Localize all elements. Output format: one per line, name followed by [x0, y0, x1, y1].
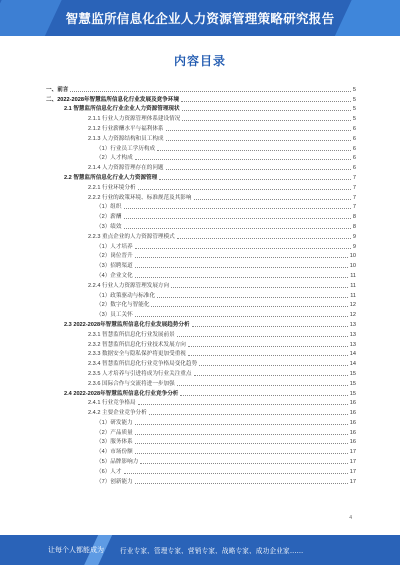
toc-entry[interactable]: [46, 133, 356, 143]
toc-entry-page: 6: [352, 125, 356, 132]
toc-entry-label: 2.4 2022-2028年智慧监所信息化行业竞争分析: [64, 390, 179, 397]
toc-entry-label: （1）组织: [96, 204, 122, 211]
toc-entry[interactable]: [46, 104, 356, 114]
toc-entry-label: （2）薪酬: [96, 214, 122, 221]
toc-entry-label: 2.3.3 数据安全与隐私保护将更加受重视: [88, 351, 186, 358]
toc-entry-page: 15: [349, 380, 356, 387]
toc-entry-label: （3）招聘渠道: [96, 263, 133, 270]
toc-entry[interactable]: [46, 476, 356, 486]
toc-entry-label: （1）行业员工学历构成: [96, 145, 156, 152]
toc-leader-dots: [182, 120, 351, 121]
toc-leader-dots: [135, 248, 351, 249]
report-title: 智慧监所信息化企业人力资源管理策略研究报告: [65, 11, 335, 26]
toc-entry-label: 2.1.3 人力资源结构和员工构成: [88, 135, 164, 142]
toc-entry[interactable]: [46, 270, 356, 280]
footer-tagline: 行业专家、管理专家、营销专家、战略专家、成功企业家……: [120, 547, 304, 555]
toc-leader-dots: [194, 199, 351, 200]
toc-entry-page: 12: [349, 302, 356, 309]
toc-entry[interactable]: [46, 84, 356, 94]
toc-leader-dots: [188, 346, 348, 347]
toc-entry-page: 6: [352, 165, 356, 172]
toc-entry-label: （5）品牌影响力: [96, 459, 139, 466]
toc-entry[interactable]: [46, 368, 356, 378]
toc-leader-dots: [180, 395, 347, 396]
toc-entry[interactable]: [46, 290, 356, 300]
toc-entry-page: 9: [352, 243, 356, 250]
toc-entry[interactable]: [46, 113, 356, 123]
toc-entry-page: 5: [352, 96, 356, 103]
toc-entry-label: 2.3.2 智慧监所信息化行业技术发展方向: [88, 341, 186, 348]
toc-entry[interactable]: [46, 446, 356, 456]
toc-leader-dots: [188, 355, 348, 356]
toc-entry[interactable]: [46, 182, 356, 192]
toc-entry-label: 2.3.5 人才培养与引进将成为行业关注重点: [88, 370, 192, 377]
toc-entry-label: （1）人才培养: [96, 243, 133, 250]
toc-entry-page: 6: [352, 155, 356, 162]
toc-leader-dots: [177, 336, 348, 337]
header-banner: [0, 0, 400, 36]
toc-entry-label: （3）绩效: [96, 223, 122, 230]
toc-entry-page: 7: [352, 204, 356, 211]
toc-leader-dots: [181, 101, 351, 102]
toc-leader-dots: [140, 463, 347, 464]
toc-entry-page: 7: [352, 174, 356, 181]
toc-entry-label: （3）服务体系: [96, 439, 133, 446]
toc-entry-label: 2.2.2 行业的政策环境、标准规范及其影响: [88, 194, 192, 201]
toc-entry[interactable]: [46, 143, 356, 153]
toc-leader-dots: [135, 434, 348, 435]
toc-entry[interactable]: [46, 456, 356, 466]
toc-entry[interactable]: [46, 349, 356, 359]
toc-entry-page: 5: [352, 106, 356, 113]
toc-entry-page: 7: [352, 184, 356, 191]
toc-entry-label: （2）人才构成: [96, 155, 133, 162]
toc-entry-page: 10: [349, 253, 356, 260]
toc-leader-dots: [135, 453, 348, 454]
toc-entry-page: 17: [349, 449, 356, 456]
toc-entry[interactable]: [46, 398, 356, 408]
toc-entry-page: 5: [352, 116, 356, 123]
toc-entry-label: （2）数字化与智能化: [96, 302, 150, 309]
toc-entry[interactable]: [46, 280, 356, 290]
toc-entry[interactable]: [46, 162, 356, 172]
toc-entry[interactable]: [46, 427, 356, 437]
toc-leader-dots: [135, 443, 348, 444]
toc-entry-page: 11: [350, 292, 356, 299]
toc-leader-dots: [138, 404, 348, 405]
toc-entry-page: 10: [349, 263, 356, 270]
toc-entry[interactable]: [46, 260, 356, 270]
toc-entry-label: （3）员工关怀: [96, 312, 133, 319]
toc-entry-page: 11: [350, 282, 356, 289]
toc-entry[interactable]: [46, 192, 356, 202]
toc-entry[interactable]: [46, 300, 356, 310]
toc-entry-page: 7: [352, 194, 356, 201]
toc-leader-dots: [182, 110, 351, 111]
toc-leader-dots: [124, 218, 351, 219]
toc-entry-label: （7）创新能力: [96, 478, 133, 485]
toc-entry-label: 2.1.2 行业薪酬水平与福利体系: [88, 125, 164, 132]
toc-entry-label: 2.2.1 行业环境分析: [88, 184, 136, 191]
toc-leader-dots: [135, 257, 348, 258]
toc-entry[interactable]: [46, 202, 356, 212]
toc-entry-page: 13: [349, 321, 356, 328]
toc-entry-label: 一、前言: [46, 86, 69, 93]
toc-entry[interactable]: [46, 153, 356, 163]
toc-entry-page: 9: [352, 233, 356, 240]
toc-heading: 内容目录: [173, 54, 226, 68]
toc-leader-dots: [151, 306, 347, 307]
toc-entry-label: （4）企业文化: [96, 272, 133, 279]
toc-entry[interactable]: [46, 123, 356, 133]
toc-entry[interactable]: [46, 378, 356, 388]
toc-entry[interactable]: [46, 211, 356, 221]
toc-entry[interactable]: [46, 339, 356, 349]
toc-entry-page: 14: [349, 351, 356, 358]
toc-entry-label: （1）研发能力: [96, 419, 133, 426]
toc-entry-label: 2.4.2 主要企业竞争分析: [88, 410, 147, 417]
toc-entry-label: （6）人才: [96, 468, 122, 475]
toc-leader-dots: [138, 189, 351, 190]
toc-leader-dots: [149, 414, 348, 415]
toc-leader-dots: [177, 385, 348, 386]
toc-entry-page: 16: [349, 410, 356, 417]
toc-entry-label: 2.3 2022-2028年智慧监所信息化行业发展趋势分析: [64, 321, 190, 328]
toc-leader-dots: [157, 297, 348, 298]
toc-entry-page: 14: [349, 361, 356, 368]
toc-entry-label: （2）岗位晋升: [96, 253, 133, 260]
toc-entry-page: 17: [349, 468, 356, 475]
toc-entry-page: 16: [349, 439, 356, 446]
toc-entry-label: 2.2.4 行业人力资源管理发展方向: [88, 282, 170, 289]
toc-entry[interactable]: [46, 388, 356, 398]
toc-entry[interactable]: [46, 437, 356, 447]
toc-entry[interactable]: [46, 417, 356, 427]
toc-entry-page: 17: [349, 459, 356, 466]
toc-entry-page: 6: [352, 135, 356, 142]
toc-entry-page: 12: [349, 312, 356, 319]
toc-leader-dots: [135, 316, 348, 317]
toc-entry-page: 15: [349, 390, 356, 397]
toc-entry[interactable]: [46, 358, 356, 368]
toc-entry-page: 8: [352, 223, 356, 230]
toc-entry-page: 17: [349, 478, 356, 485]
toc-entry-label: 2.3.4 智慧监所信息化行业竞争格局变化趋势: [88, 361, 198, 368]
page-number: 4: [349, 515, 352, 521]
toc-leader-dots: [166, 169, 351, 170]
toc-leader-dots: [157, 150, 351, 151]
toc-entry-page: 8: [352, 214, 356, 221]
toc-entry-label: 2.2.3 重点企业的人力资源管理模式: [88, 233, 175, 240]
toc-entry[interactable]: [46, 172, 356, 182]
toc-entry[interactable]: [46, 231, 356, 241]
toc-entry[interactable]: [46, 94, 356, 104]
toc-leader-dots: [124, 473, 348, 474]
toc-leader-dots: [171, 287, 348, 288]
toc-entry[interactable]: [46, 466, 356, 476]
toc-entry[interactable]: [46, 329, 356, 339]
toc-entry-label: 2.3.1 智慧监所信息化行业发展前景: [88, 331, 175, 338]
toc-entry-label: 2.1 智慧监所信息化行业企业人力资源管理现状: [64, 106, 180, 113]
toc-entry-page: 16: [349, 419, 356, 426]
toc-leader-dots: [166, 140, 351, 141]
toc-entry[interactable]: [46, 407, 356, 417]
toc-leader-dots: [135, 483, 348, 484]
toc-leader-dots: [70, 91, 350, 92]
toc-leader-dots: [166, 130, 351, 131]
toc-entry-label: （4）市场份额: [96, 449, 133, 456]
toc-entry-label: 2.1.1 行业人力资源管理体系建设情况: [88, 116, 181, 123]
toc-entry-label: （2）产品质量: [96, 429, 133, 436]
toc-leader-dots: [135, 424, 348, 425]
toc-entry-page: 16: [349, 429, 356, 436]
toc-entry[interactable]: [46, 319, 356, 329]
toc-entry-page: 13: [349, 331, 356, 338]
toc-entry-page: 6: [352, 145, 356, 152]
toc-leader-dots: [177, 238, 351, 239]
table-of-contents: [46, 84, 356, 486]
toc-leader-dots: [124, 208, 351, 209]
toc-leader-dots: [135, 159, 351, 160]
toc-entry[interactable]: [46, 309, 356, 319]
toc-leader-dots: [135, 267, 348, 268]
footer-slogan: 让每个人都能成为: [48, 546, 104, 554]
toc-entry-label: 二、2022-2028年智慧监所信息化行业发展及竞争环境: [46, 96, 180, 103]
toc-leader-dots: [124, 228, 351, 229]
toc-entry-label: （1）政策驱动与标准化: [96, 292, 156, 299]
toc-leader-dots: [159, 179, 351, 180]
toc-entry-page: 5: [352, 86, 356, 93]
toc-entry-label: 2.2 智慧监所信息化行业人力资源管理: [64, 174, 158, 181]
toc-leader-dots: [135, 277, 349, 278]
toc-entry-page: 15: [349, 370, 356, 377]
toc-entry-page: 16: [349, 400, 356, 407]
toc-entry[interactable]: [46, 251, 356, 261]
toc-leader-dots: [199, 365, 348, 366]
toc-leader-dots: [194, 375, 348, 376]
toc-entry-page: 13: [349, 341, 356, 348]
toc-entry[interactable]: [46, 241, 356, 251]
footer-banner: [0, 535, 400, 565]
toc-entry-label: 2.4.1 行业竞争格局: [88, 400, 136, 407]
toc-leader-dots: [192, 326, 348, 327]
toc-entry-label: 2.3.6 国际合作与交流将进一步加强: [88, 380, 175, 387]
toc-entry[interactable]: [46, 221, 356, 231]
toc-entry-page: 11: [350, 272, 356, 279]
toc-entry-label: 2.1.4 人力资源管理存在的问题: [88, 165, 164, 172]
